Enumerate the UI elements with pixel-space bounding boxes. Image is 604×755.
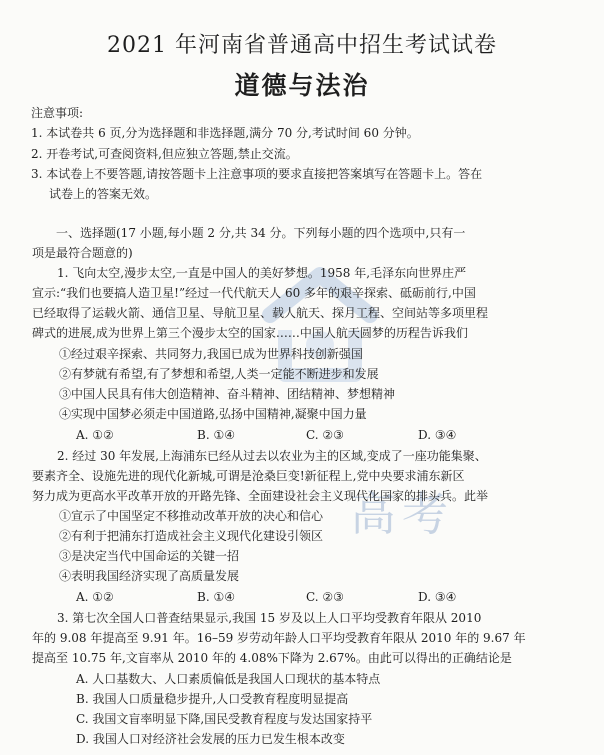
q2-option-b: B. ①④: [197, 590, 235, 604]
q1-option-d: D. ③④: [418, 428, 457, 442]
q2-stem-line: 要素齐全、设施先进的现代化新城,可谓是沧桑巨变!新征程上,党中央要求浦东新区: [32, 469, 465, 483]
q1-option-a: A. ①②: [76, 428, 114, 442]
q2-item: ④表明我国经济实现了高质量发展: [59, 569, 240, 583]
q2-option-d: D. ③④: [418, 590, 457, 604]
q3-option-b: B. 我国人口质量稳步提升,人口受教育程度明显提高: [76, 692, 349, 706]
note-item: 2. 开卷考试,可查阅资料,但应独立答题,禁止交流。: [31, 147, 298, 161]
q3-stem-line: 3. 第七次全国人口普查结果显示,我国 15 岁及以上人口平均受教育年限从 2010: [57, 611, 482, 625]
q3-stem-line: 年的 9.08 年提高至 9.91 年。16–59 岁劳动年龄人口平均受教育年限从 2010 年的 9.67 年: [32, 631, 526, 645]
q3-stem-line: 提高至 10.75 年,文盲率从 2010 年的 4.08%下降为 2.67%。由此可以得出的正确结论是: [32, 651, 512, 665]
q1-option-c: C. ②③: [306, 428, 344, 442]
q1-stem-line: 碑式的进展,成为世界上第三个漫步太空的国家……中国人航天圆梦的历程告诉我们: [32, 326, 468, 340]
q2-item: ①宣示了中国坚定不移推动改革开放的决心和信心: [59, 509, 324, 523]
q1-option-b: B. ①④: [197, 428, 235, 442]
q3-option-a: A. 人口基数大、人口素质偏低是我国人口现状的基本特点: [76, 672, 381, 686]
q2-option-a: A. ①②: [76, 590, 114, 604]
notes-heading: 注意事项:: [31, 106, 84, 120]
q2-stem-line: 2. 经过 30 年发展,上海浦东已经从过去以农业为主的区域,变成了一座功能集聚、: [57, 449, 487, 463]
exam-title: 2021 年河南省普通高中招生考试试卷: [107, 33, 497, 58]
q2-item: ③是决定当代中国命运的关键一招: [59, 549, 240, 563]
q1-item: ①经过艰辛探索、共同努力,我国已成为世界科技创新强国: [59, 347, 363, 361]
q1-stem-line: 已经取得了运载火箭、通信卫星、导航卫星、载人航天、探月工程、空间站等多项里程: [32, 306, 489, 320]
q1-item: ③中国人民具有伟大创造精神、奋斗精神、团结精神、梦想精神: [59, 387, 396, 401]
note-item: 试卷上的答案无效。: [49, 187, 158, 201]
note-item: 1. 本试卷共 6 页,分为选择题和非选择题,满分 70 分,考试时间 60 分钟。: [31, 126, 419, 140]
q2-item: ②有利于把浦东打造成社会主义现代化建设引领区: [59, 529, 324, 543]
q3-option-d: D. 我国人口对经济社会发展的压力已发生根本改变: [76, 732, 345, 746]
q1-item: ④实现中国梦必须走中国道路,弘扬中国精神,凝聚中国力量: [59, 407, 367, 421]
section-heading: 一、选择题(17 小题,每小题 2 分,共 34 分。下列每小题的四个选项中,只有一: [56, 226, 466, 240]
subject-title: 道德与法治: [234, 71, 370, 100]
q1-item: ②有梦就有希望,有了梦想和希望,人类一定能不断进步和发展: [59, 367, 379, 381]
q1-stem-line: 1. 飞向太空,漫步太空,一直是中国人的美好梦想。1958 年,毛泽东向世界庄严: [57, 266, 467, 280]
note-item: 3. 本试卷上不要答题,请按答题卡上注意事项的要求直接把答案填写在答题卡上。答在: [31, 167, 483, 181]
q1-stem-line: 宣示:“我们也要搞人造卫星!”经过一代代航天人 60 多年的艰辛探索、砥砺前行,中国: [32, 286, 476, 300]
q3-option-c: C. 我国文盲率明显下降,国民受教育程度与发达国家持平: [76, 712, 373, 726]
watermark-text: 高考: [350, 487, 454, 541]
q2-stem-line: 努力成为更高水平改革开放的开路先锋、全面建设社会主义现代化国家的排头兵。此举: [32, 489, 489, 503]
section-heading-cont: 项是最符合题意的): [32, 246, 133, 260]
q2-option-c: C. ②③: [306, 590, 344, 604]
